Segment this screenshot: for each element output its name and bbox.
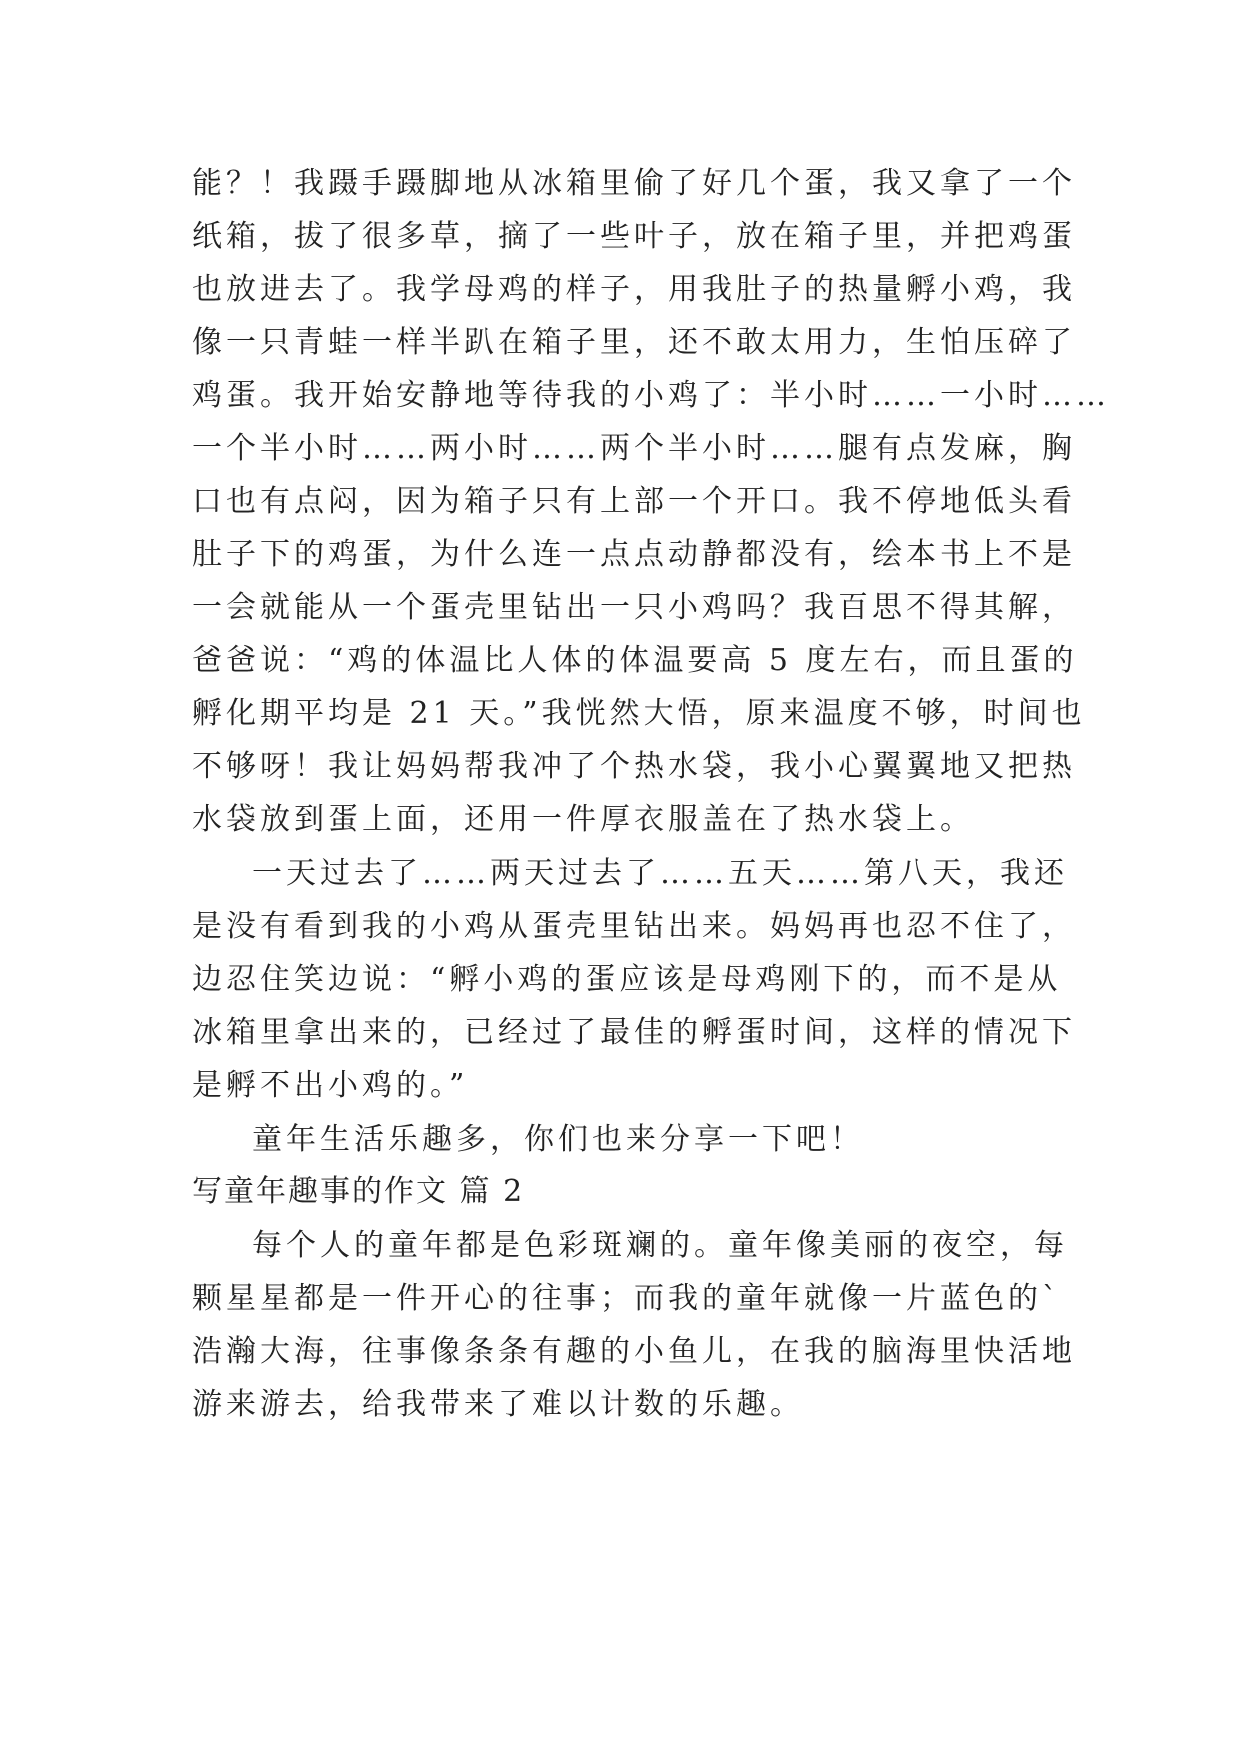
- text-line: 是孵不出小鸡的。”: [192, 1068, 469, 1103]
- text-line: 水袋放到蛋上面，还用一件厚衣服盖在了热水袋上。: [192, 802, 974, 837]
- text-line: 鸡蛋。我开始安静地等待我的小鸡了：半小时……一小时……: [192, 378, 1110, 413]
- text-line: 一个半小时……两小时……两个半小时……腿有点发麻，胸: [192, 431, 1076, 466]
- text-line: 颗星星都是一件开心的往事；而我的童年就像一片蓝色的`: [192, 1281, 1061, 1316]
- text-line: 肚子下的鸡蛋，为什么连一点点动静都没有，绘本书上不是: [192, 537, 1076, 572]
- text-line: 像一只青蛙一样半趴在箱子里，还不敢太用力，生怕压碎了: [192, 325, 1076, 360]
- text-line: 浩瀚大海，往事像条条有趣的小鱼儿，在我的脑海里快活地: [192, 1334, 1076, 1369]
- text-line: 游来游去，给我带来了难以计数的乐趣。: [192, 1387, 804, 1422]
- text-line: 能？！我蹑手蹑脚地从冰箱里偷了好几个蛋，我又拿了一个: [192, 166, 1076, 201]
- text-line: 不够呀！我让妈妈帮我冲了个热水袋，我小心翼翼地又把热: [192, 749, 1076, 784]
- paragraph-first-line: 每个人的童年都是色彩斑斓的。童年像美丽的夜空，每: [252, 1228, 1068, 1263]
- text-line: 纸箱，拔了很多草，摘了一些叶子，放在箱子里，并把鸡蛋: [192, 219, 1076, 254]
- paragraph-first-line: 一天过去了……两天过去了……五天……第八天，我还: [252, 856, 1068, 891]
- text-line: 冰箱里拿出来的，已经过了最佳的孵蛋时间，这样的情况下: [192, 1015, 1076, 1050]
- section-heading: 写童年趣事的作文 篇 2: [192, 1174, 525, 1209]
- text-line: 爸爸说：“鸡的体温比人体的体温要高 5 度左右，而且蛋的: [192, 643, 1078, 678]
- paragraph-first-line: 童年生活乐趣多，你们也来分享一下吧！: [252, 1122, 864, 1157]
- text-line: 边忍住笑边说：“孵小鸡的蛋应该是母鸡刚下的，而不是从: [192, 962, 1062, 997]
- text-line: 孵化期平均是 21 天。”我恍然大悟，原来温度不够，时间也: [192, 696, 1086, 731]
- text-line: 口也有点闷，因为箱子只有上部一个开口。我不停地低头看: [192, 484, 1076, 519]
- text-line: 是没有看到我的小鸡从蛋壳里钻出来。妈妈再也忍不住了，: [192, 909, 1076, 944]
- text-line: 也放进去了。我学母鸡的样子，用我肚子的热量孵小鸡，我: [192, 272, 1076, 307]
- text-line: 一会就能从一个蛋壳里钻出一只小鸡吗？我百思不得其解，: [192, 590, 1076, 625]
